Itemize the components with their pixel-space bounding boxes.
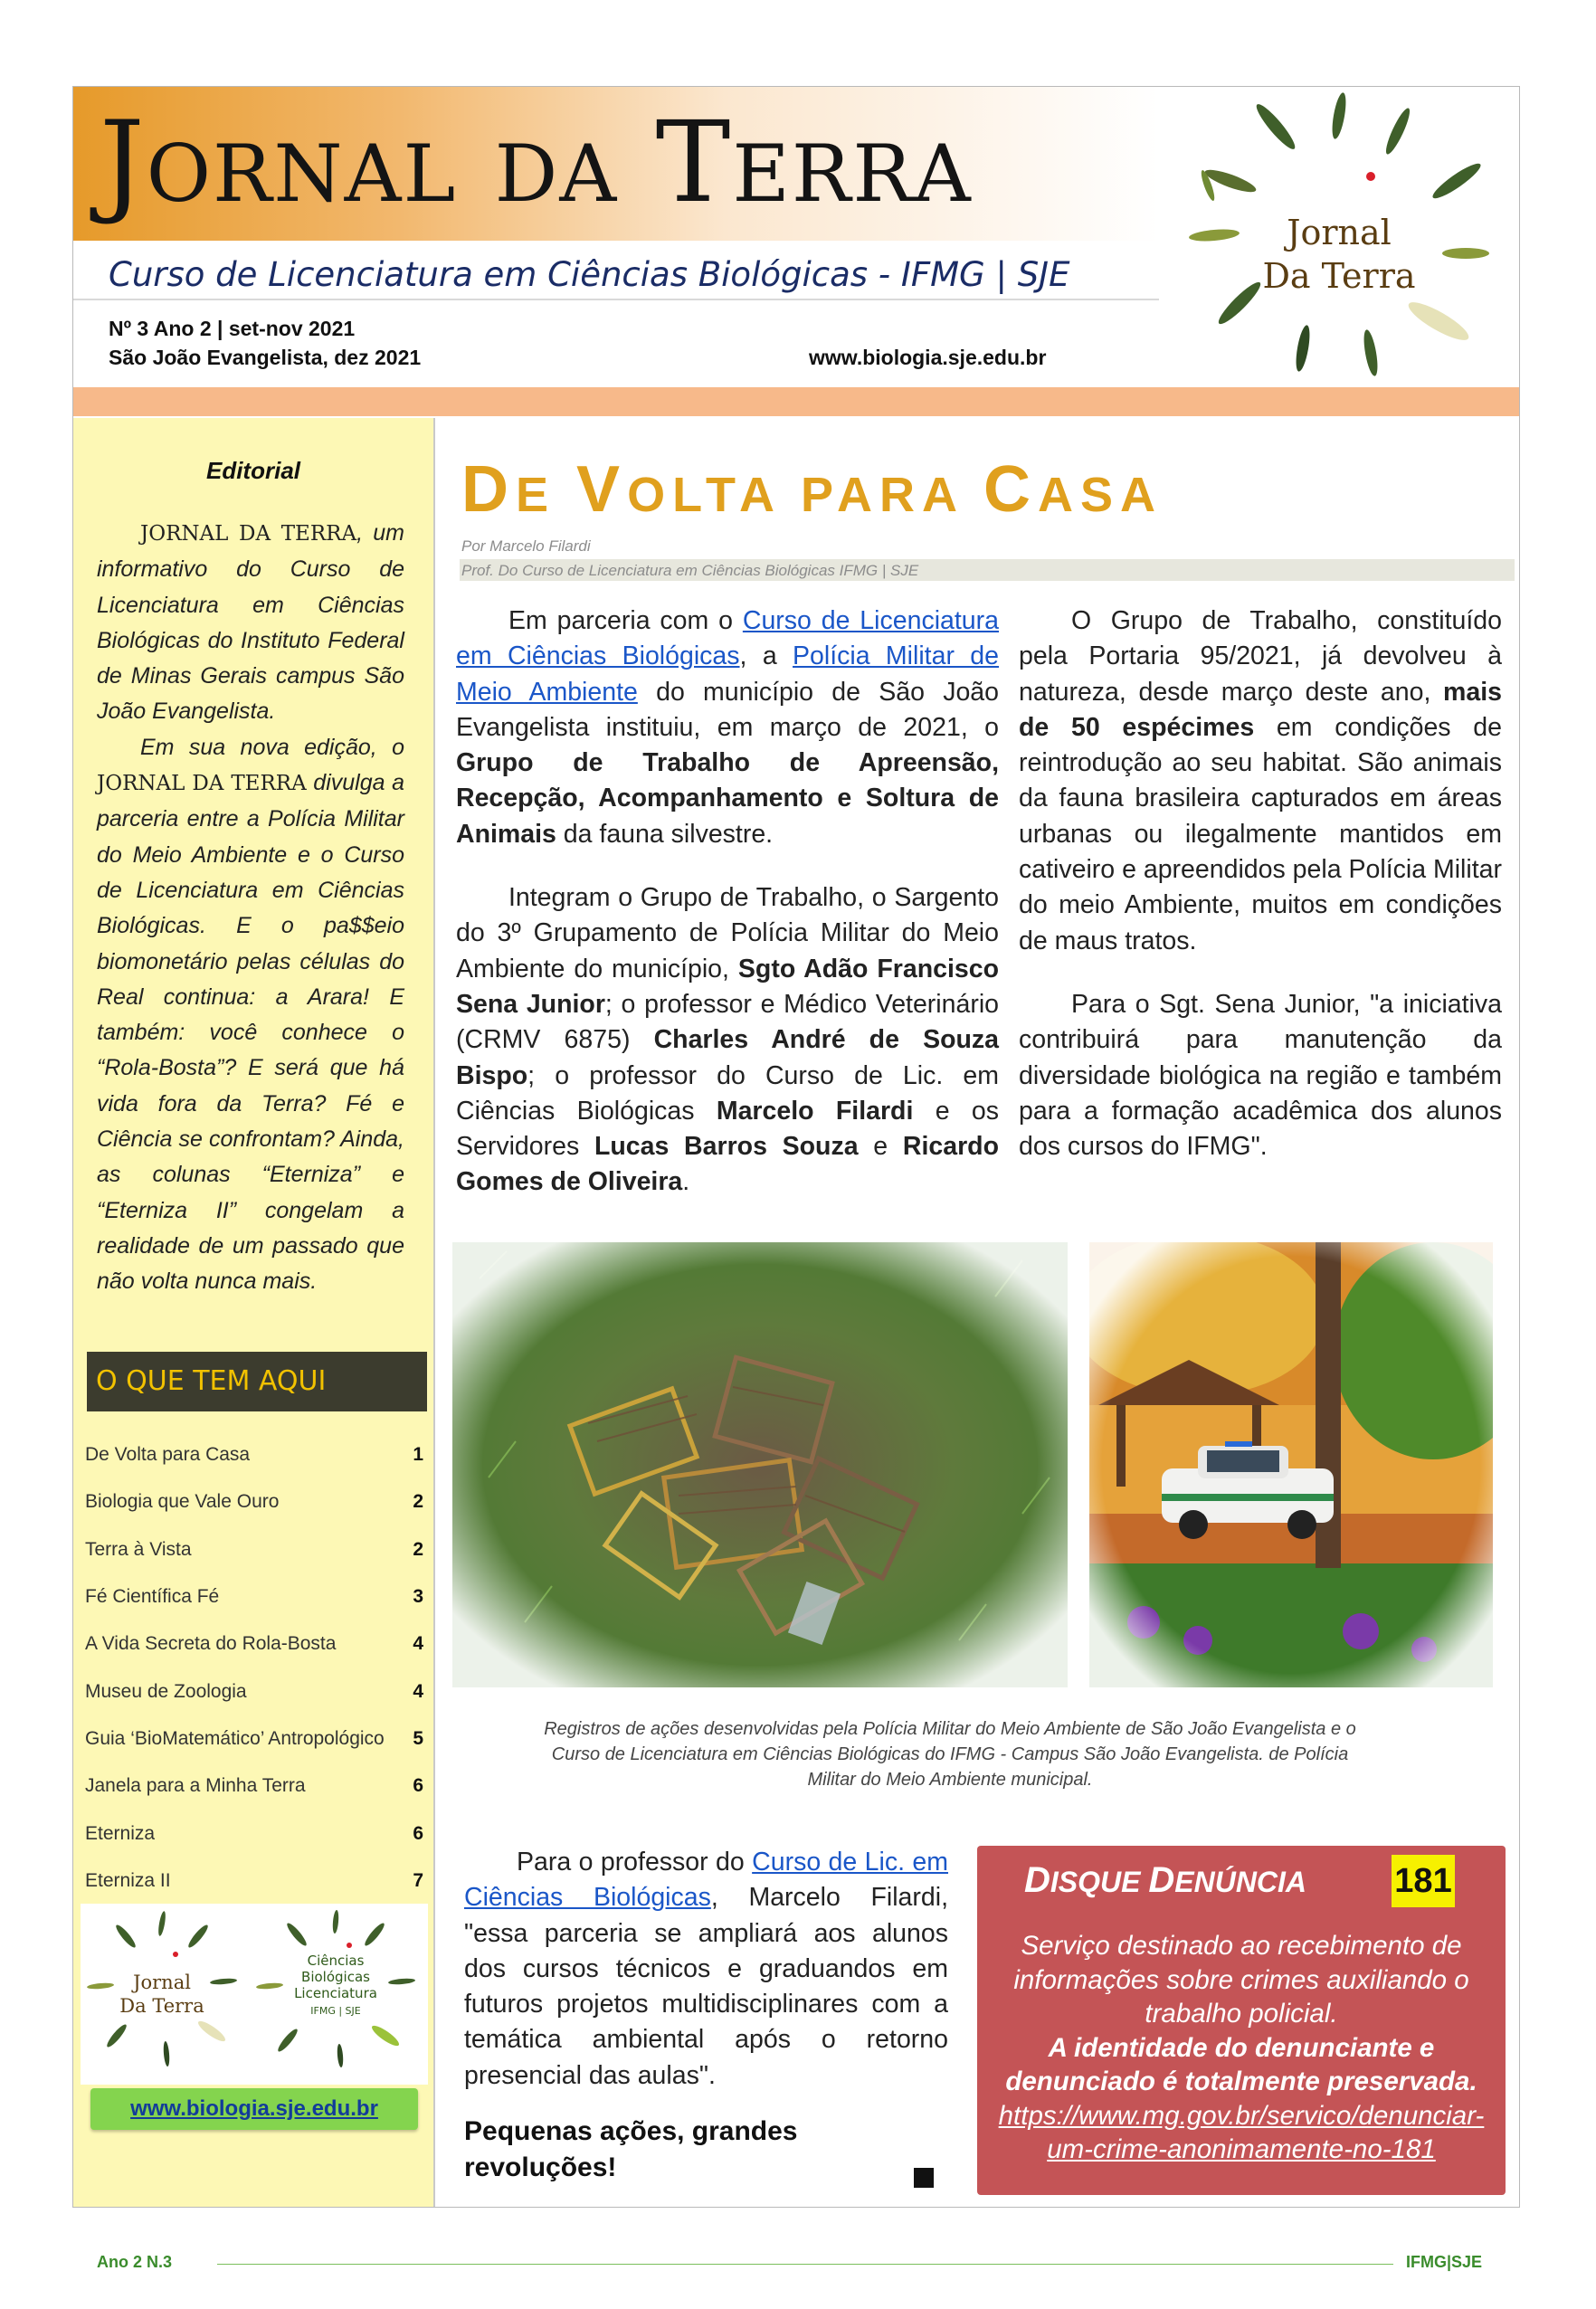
article-paragraph: O Grupo de Trabalho, constituído pela Portaria 95/2021, já devolveu à natureza, desde março deste ano, mais de 50 espécimes em condições de reintrodução ao seu habitat. São animais da fauna brasileira capturados em áreas urbanas ou ilegalmente mantidos em cativeiro e apreendidos pela Polícia Militar do meio Ambiente, muitos em condições de maus tratos. (1019, 606, 1502, 955)
tip-text: Serviço destinado ao recebimento de informações sobre crimes auxiliando o trabalho policial. A identidade do denunciante e denunciado é totalmente preservada. https://www.mg.gov.br/servico/denunciar-um-crime-anonimamente-no-181 (992, 1929, 1491, 2167)
issue-number: Nº 3 Ano 2 | set-nov 2021 (109, 317, 356, 340)
footer-institution: IFMG|SJE (1406, 2253, 1483, 2271)
article-paragraph: Integram o Grupo de Trabalho, o Sargento do 3º Grupamento de Polícia Militar do Meio Ambiente do município, Sgto Adão Francisco Sena Junior; o professor e Médico Veterinário (CRMV 6875) Charles André de Souza Bispo; o professor do Curso de Lic. em Ciências Biológicas Marcelo Filardi e os Servidores Lucas Barros Souza e Ricardo Gomes de Oliveira. (456, 883, 1000, 1197)
toc-item[interactable]: Museu de Zoologia 4 (85, 1681, 423, 1702)
toc-item[interactable]: Guia ‘BioMatemático’ Antropológico 5 (85, 1728, 423, 1749)
place-date: São João Evangelista, dez 2021 (109, 346, 422, 369)
editorial-text (97, 516, 404, 1300)
website-button[interactable]: www.biologia.sje.edu.br (90, 2088, 418, 2130)
brand-name: JORNAL DA TERRA (140, 522, 357, 546)
jornal-da-terra-small-logo (81, 1909, 243, 2067)
svg-text:Ciências: Ciências (307, 1953, 365, 1969)
toc-item[interactable]: Eterniza II 7 (85, 1870, 423, 1891)
footer-issue: Ano 2 N.3 (97, 2253, 173, 2271)
svg-text:IFMG | SJE: IFMG | SJE (310, 2005, 361, 2017)
byline: Por Marcelo Filardi (461, 537, 591, 555)
svg-text:Jornal: Jornal (133, 1972, 191, 1993)
byline-role: Prof. Do Curso de Licenciatura em Ciências Biológicas IFMG | SJE (461, 562, 919, 579)
tip-bold-text: A identidade do denunciante e denunciado é totalmente preservada. (1005, 2032, 1477, 2096)
article-column-left (456, 603, 999, 1229)
ciencias-biologicas-logo (250, 1909, 422, 2067)
toc-item[interactable]: Eterniza 6 (85, 1823, 423, 1844)
course-link[interactable]: Curso de Licenciatura em Ciências Biológicas (456, 606, 999, 671)
course-subtitle: Curso de Licenciatura em Ciências Biológicas - IFMG | SJE (109, 255, 1070, 294)
photo-caption: Registros de ações desenvolvidas pela Polícia Militar do Meio Ambiente de São João Evangelista e o Curso de Licenciatura em Ciências Biológicas do IFMG - Campus São João Evangelista. de Polícia Militar do Meio Ambiente municipal. (544, 1719, 1356, 1790)
toc-item[interactable]: A Vida Secreta do Rola-Bosta 4 (85, 1633, 423, 1654)
course-link[interactable]: Curso de Lic. em Ciências Biológicas (464, 1848, 948, 1913)
toc-item[interactable]: Fé Científica Fé 3 (85, 1586, 423, 1607)
header-divider (73, 299, 1159, 300)
masthead-title: Jornal da Terra (100, 98, 973, 228)
police-car-photo (1089, 1242, 1493, 1687)
closing-paragraph: Para o professor do Curso de Lic. em Ciências Biológicas, Marcelo Filardi, "essa parceria se ampliará aos alunos dos cursos técnicos e graduandos em futuros projetos multidisciplinares com a temática ambiental após o retorno presencial das aulas". (464, 1848, 948, 2090)
red-dot-icon (1366, 172, 1375, 181)
article-paragraph: Em parceria com o Curso de Licenciatura em Ciências Biológicas, a Polícia Militar de Meio Ambiente do município de São João Evangelista instituiu, em março de 2021, o Grupo de Trabalho de Apreensão, Recepção, Acompanhamento e Soltura de Animais da fauna silvestre. (456, 606, 999, 849)
header-accent-bar (73, 387, 1519, 416)
website-link[interactable]: www.biologia.sje.edu.br (809, 346, 1047, 369)
cages-photo (452, 1242, 1068, 1687)
tip-link[interactable]: https://www.mg.gov.br/servico/denunciar-um-crime-anonimamente-no-181 (998, 2100, 1485, 2164)
police-link[interactable]: Polícia Militar de Meio Ambiente (456, 641, 999, 707)
editorial-paragraph: JORNAL DA TERRA, um informativo do Curso de Licenciatura em Ciências Biológicas do Instituto Federal de Minas Gerais campus São João Evangelista. (97, 520, 405, 725)
article-paragraph: Para o Sgt. Sena Junior, "a iniciativa contribuirá para manutenção da diversidade biológica na região e também para a formação acadêmica dos alunos dos cursos do IFMG". (1019, 989, 1502, 1162)
closing-slogan: Pequenas ações, grandes revoluções! (464, 2116, 798, 2182)
tip-phone-number: 181 (1392, 1855, 1455, 1907)
svg-text:Licenciatura: Licenciatura (294, 1985, 377, 2001)
svg-text:Da Terra: Da Terra (119, 1995, 204, 2017)
tip-title: DISQUE DENÚNCIA (1024, 1860, 1307, 1900)
toc-item[interactable]: Janela para a Minha Terra 6 (85, 1775, 423, 1796)
toc-item[interactable]: Biologia que Vale Ouro 2 (85, 1491, 423, 1512)
jornal-da-terra-logo (1167, 90, 1511, 380)
end-of-article-mark (914, 2168, 934, 2188)
svg-text:Jornal: Jornal (1287, 213, 1392, 252)
toc-item[interactable]: Terra à Vista 2 (85, 1539, 423, 1560)
toc-header: O QUE TEM AQUI (87, 1352, 427, 1411)
article-column-right (1019, 603, 1502, 1193)
article-title: DE VOLTA PARA CASA (461, 453, 1164, 526)
editorial-paragraph: Em sua nova edição, o JORNAL DA TERRA divulga a parceria entre a Polícia Militar do Meio Ambiente e o Curso de Licenciatura em Ciências Biológicas. E o pa$$eio biomonetário pelas células do Real continua: a Arara! E também: você conhece o “Rola-Bosta”? E será que há vida fora da Terra? Fé e Ciência se confrontam? Ainda, as colunas “Eterniza” e “Eterniza II” congelam a realidade de um passado que não volta nunca mais. (97, 734, 404, 1295)
editorial-title: Editorial (205, 457, 300, 484)
brand-name: JORNAL DA TERRA (97, 772, 307, 796)
svg-text:Da Terra: Da Terra (1262, 256, 1416, 296)
svg-text:Biológicas: Biológicas (301, 1969, 370, 1985)
footer-divider (217, 2264, 1393, 2265)
toc-item[interactable]: De Volta para Casa 1 (85, 1444, 423, 1465)
